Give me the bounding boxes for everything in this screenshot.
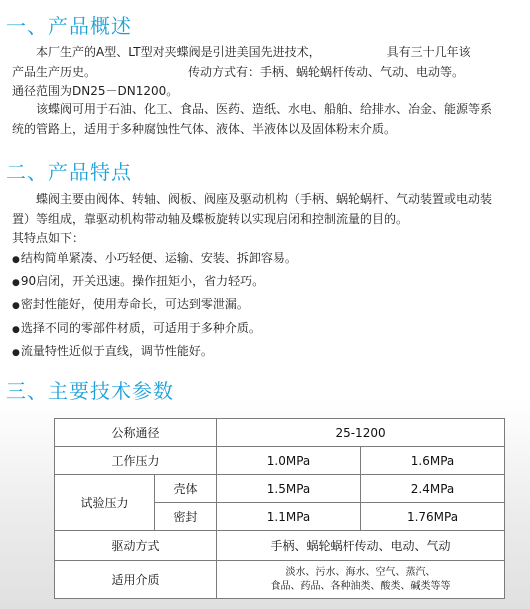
- working-pressure-value: 1.0MPa: [217, 447, 361, 475]
- list-item: ● 密封性能好，使用寿命长，可达到零泄漏。: [12, 294, 522, 317]
- overview-paragraph-1: 本厂生产的A型、LT型对夹蝶阀是引进美国先进技术， 具有三十几年该 产品生产历史。 传动方式有：手柄、蜗轮蜗杆传动、气动、电动等。 通径范围为DN25－DN1200。: [12, 45, 471, 98]
- overview-paragraph-2: 该蝶阀可用于石油、化工、食品、医药、造纸、水电、船舶、给排水、冶金、能源等系 统的管路上，适用于多种腐蚀性气体、液体、半液体以及固体粉末介质。: [12, 102, 493, 136]
- media-label: 适用介质: [55, 561, 217, 599]
- shell-label: 壳体: [155, 475, 217, 503]
- shell-pressure-value: 2.4MPa: [361, 475, 505, 503]
- features-heading: 其特点如下：: [12, 231, 85, 245]
- test-pressure-label: 试验压力: [55, 475, 155, 531]
- table-row: [55, 447, 505, 475]
- media-value: 淡水、污水、海水、空气、蒸汽、 食品、药品、各种油类、酸类、碱类等等: [217, 561, 505, 599]
- section-title-features: 二、产品特点: [6, 160, 132, 184]
- list-item: ● 90启闭，开关迅速。操作扭矩小，省力轻巧。: [12, 271, 522, 294]
- drive-mode-label: 驱动方式: [55, 531, 217, 561]
- features-intro: 蝶阀主要由阀体、转轴、阀板、阀座及驱动机构（手柄、蜗轮蜗杆、气动装置或电动装 置）等组成，靠驱动机构带动轴及蝶板旋转以实现启闭和控制流量的目的。: [12, 192, 493, 226]
- table-row: [55, 561, 505, 599]
- feature-list: [12, 248, 522, 364]
- nominal-diameter-label: 公称通径: [55, 419, 217, 447]
- table-row: [55, 531, 505, 561]
- seal-pressure-value: 1.1MPa: [217, 503, 361, 531]
- table-row: [55, 419, 505, 447]
- nominal-diameter-value: 25-1200: [217, 419, 505, 447]
- section-title-overview: 一、产品概述: [6, 14, 132, 38]
- section-title-specs: 三、主要技术参数: [6, 379, 174, 403]
- spec-table: [54, 418, 505, 599]
- list-item: ● 流量特性近似于直线，调节性能好。: [12, 341, 522, 364]
- working-pressure-value: 1.6MPa: [361, 447, 505, 475]
- working-pressure-label: 工作压力: [55, 447, 217, 475]
- shell-pressure-value: 1.5MPa: [217, 475, 361, 503]
- table-row: [55, 475, 505, 503]
- list-item: ● 选择不同的零部件材质，可适用于多种介质。: [12, 318, 522, 341]
- seal-pressure-value: 1.76MPa: [361, 503, 505, 531]
- seal-label: 密封: [155, 503, 217, 531]
- drive-mode-value: 手柄、蜗轮蜗杆传动、电动、气动: [217, 531, 505, 561]
- list-item: ● 结构简单紧凑、小巧轻便、运输、安装、拆卸容易。: [12, 248, 522, 271]
